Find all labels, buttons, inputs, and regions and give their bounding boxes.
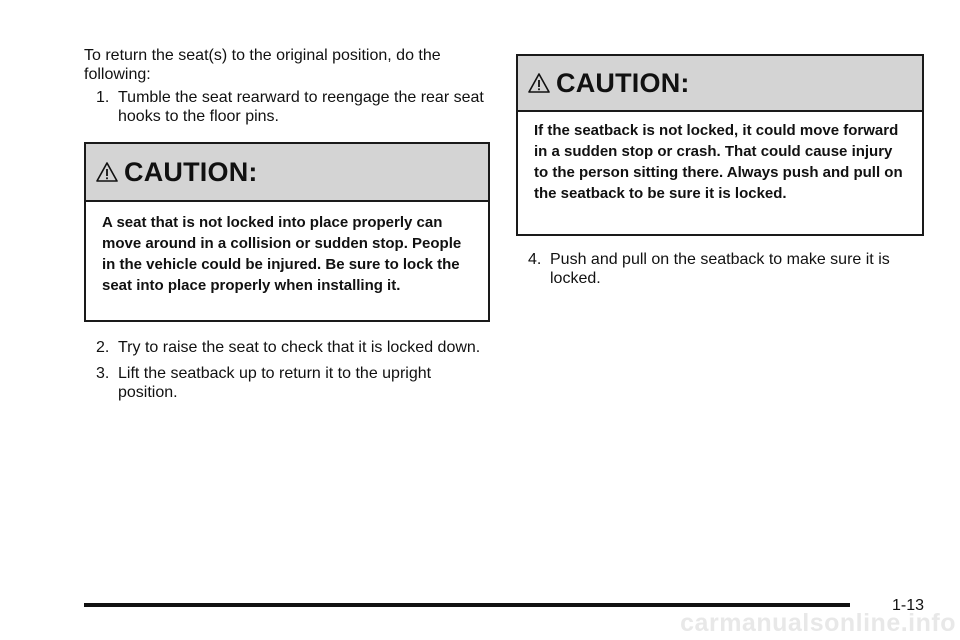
step-1 bbox=[84, 88, 490, 126]
step-2 bbox=[84, 338, 490, 357]
caution-header bbox=[518, 56, 922, 112]
right-column bbox=[516, 54, 924, 288]
left-column bbox=[84, 46, 490, 402]
watermark: carmanualsonline.info bbox=[680, 609, 956, 637]
step-4-text: Push and pull on the seatback to make sure it is locked. bbox=[550, 251, 890, 287]
step-1-text: Tumble the seat rearward to reengage the rear seat hooks to the floor pins. bbox=[118, 89, 484, 125]
warning-triangle-icon bbox=[528, 72, 550, 94]
footer-rule bbox=[84, 603, 850, 607]
caution-box-seatback bbox=[516, 54, 924, 236]
caution-text: A seat that is not locked into place properly can move around in a collision or sudden stop. People in the vehicle could be injured. Be sure to lock the seat into place properly when installing it. bbox=[102, 214, 462, 294]
step-1-number: 1. bbox=[96, 89, 110, 106]
caution-title: CAUTION: bbox=[556, 67, 690, 98]
caution-box-seat bbox=[84, 142, 490, 322]
step-3-text: Lift the seatback up to return it to the upright position. bbox=[118, 365, 432, 401]
step-3-number: 3. bbox=[96, 365, 110, 382]
step-4 bbox=[516, 250, 924, 288]
intro-paragraph: To return the seat(s) to the original position, do the following: bbox=[84, 47, 441, 83]
caution-text: If the seatback is not locked, it could move forward in a sudden stop or crash. That could cause injury to the person sitting there. Always push and pull on the seatback to be sure it is locked. bbox=[534, 122, 903, 202]
step-4-number: 4. bbox=[528, 251, 542, 268]
warning-triangle-icon bbox=[96, 161, 118, 183]
step-3 bbox=[84, 364, 490, 402]
caution-header bbox=[86, 144, 488, 202]
caution-title: CAUTION: bbox=[124, 156, 258, 187]
page-number: 1-13 bbox=[891, 597, 924, 614]
step-2-text: Try to raise the seat to check that it is locked down. bbox=[118, 339, 481, 356]
step-2-number: 2. bbox=[96, 339, 110, 356]
